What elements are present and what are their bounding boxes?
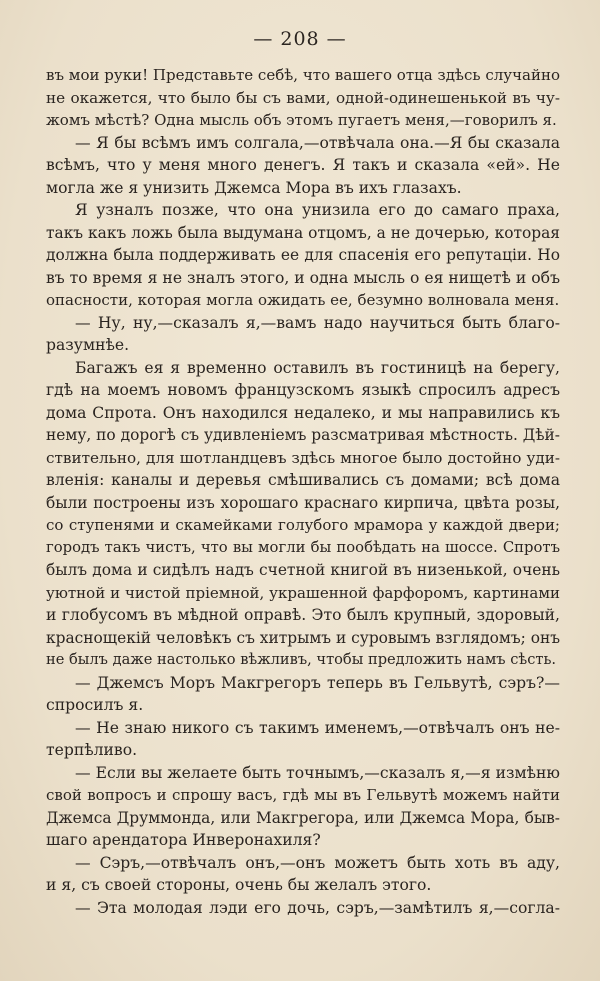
text-line: — Ну, ну,—сказалъ я,—вамъ надо научиться быть благо-	[75, 313, 560, 332]
text-line: — Не знаю никого съ такимъ именемъ,—отвѣчалъ онъ не-	[75, 718, 560, 737]
text-line: разумнѣе.	[46, 336, 130, 354]
text-line: ствительно, для шотландцевъ здѣсь многое было достойно уди-	[46, 448, 560, 467]
text-line: гдѣ на моемъ новомъ французскомъ языкѣ спросилъ адресъ	[46, 381, 560, 399]
text-line: — Я бы всѣмъ имъ солгала,—отвѣчала она.—Я бы сказала	[75, 133, 560, 152]
text-line: не окажется, что было бы съ вами, одной-одинешенькой въ чу-	[46, 88, 560, 107]
text-line: такъ какъ ложь была выдумана отцомъ, а не дочерью, которая	[46, 223, 560, 242]
text-line: Джемса Друммонда, или Макгрегора, или Джемса Мора, быв-	[46, 808, 560, 827]
page-body-text	[0, 64, 600, 919]
text-line: Багажъ ея я временно оставилъ въ гостиницѣ на берегу,	[75, 358, 560, 377]
text-line: — Джемсъ Моръ Макгрегоръ теперь въ Гельвутѣ, сэръ?—	[75, 673, 560, 692]
text-line: вленія: каналы и деревья смѣшивались съ домами; всѣ дома	[46, 471, 560, 489]
text-line: и я, съ своей стороны, очень бы желалъ этого.	[46, 876, 432, 894]
text-line: свой вопросъ и спрошу васъ, гдѣ мы въ Гельвутѣ можемъ найти	[46, 786, 560, 804]
text-line: со ступенями и скамейками голубого мрамора у каждой двери;	[46, 516, 560, 534]
text-line: и глобусомъ въ мѣдной оправѣ. Это былъ крупный, здоровый,	[46, 606, 560, 624]
text-line: краснощекій человѣкъ съ хитрымъ и суровымъ взглядомъ; онъ	[46, 628, 560, 647]
text-line: былъ дома и сидѣлъ надъ счетной книгой въ низенькой, очень	[46, 561, 560, 579]
text-line: Я узналъ позже, что она унизила его до самаго праха,	[75, 201, 560, 219]
text-line: нему, по дорогѣ съ удивленіемъ разсматривая мѣстность. Дѣй-	[46, 426, 560, 444]
text-line: всѣмъ, что у меня много денегъ. Я такъ и сказала «ей». Не	[46, 156, 560, 174]
text-line: не былъ даже настолько вѣжливъ, чтобы предложить намъ сѣсть.	[46, 651, 557, 668]
text-line: уютной и чистой пріемной, украшенной фарфоромъ, картинами	[46, 583, 560, 602]
text-line: терпѣливо.	[46, 741, 138, 759]
text-line: жомъ мѣстѣ? Одна мысль объ этомъ пугаетъ меня,—говорилъ я.	[46, 111, 557, 129]
text-line: могла же я унизить Джемса Мора въ ихъ глазахъ.	[46, 178, 462, 197]
page-number: — 208 —	[253, 28, 347, 50]
text-line: шаго арендатора Инверонахиля?	[46, 831, 321, 849]
text-line: городъ такъ чистъ, что вы могли бы пообѣдать на шоссе. Спротъ	[46, 538, 560, 556]
text-line: въ то время я не зналъ этого, и одна мысль о ея нищетѣ и объ	[46, 268, 560, 287]
text-line: — Эта молодая лэди его дочь, сэръ,—замѣтилъ я,—согла-	[75, 898, 560, 917]
text-line: должна была поддерживать ее для спасенія его репутаціи. Но	[46, 246, 560, 264]
text-line: — Сэръ,—отвѣчалъ онъ,—онъ можетъ быть хоть въ аду,	[75, 853, 560, 872]
text-line: были построены изъ хорошаго краснаго кирпича, цвѣта розы,	[46, 493, 560, 512]
text-line: спросилъ я.	[46, 696, 144, 714]
text-line: — Если вы желаете быть точнымъ,—сказалъ я,—я измѣню	[75, 763, 560, 782]
text-line: въ мои руки! Представьте себѣ, что вашего отца здѣсь случайно	[46, 66, 560, 84]
text-line: опасности, которая могла ожидать ее, безумно волновала меня.	[46, 291, 560, 309]
text-line: дома Спрота. Онъ находился недалеко, и мы направились къ	[46, 403, 560, 422]
